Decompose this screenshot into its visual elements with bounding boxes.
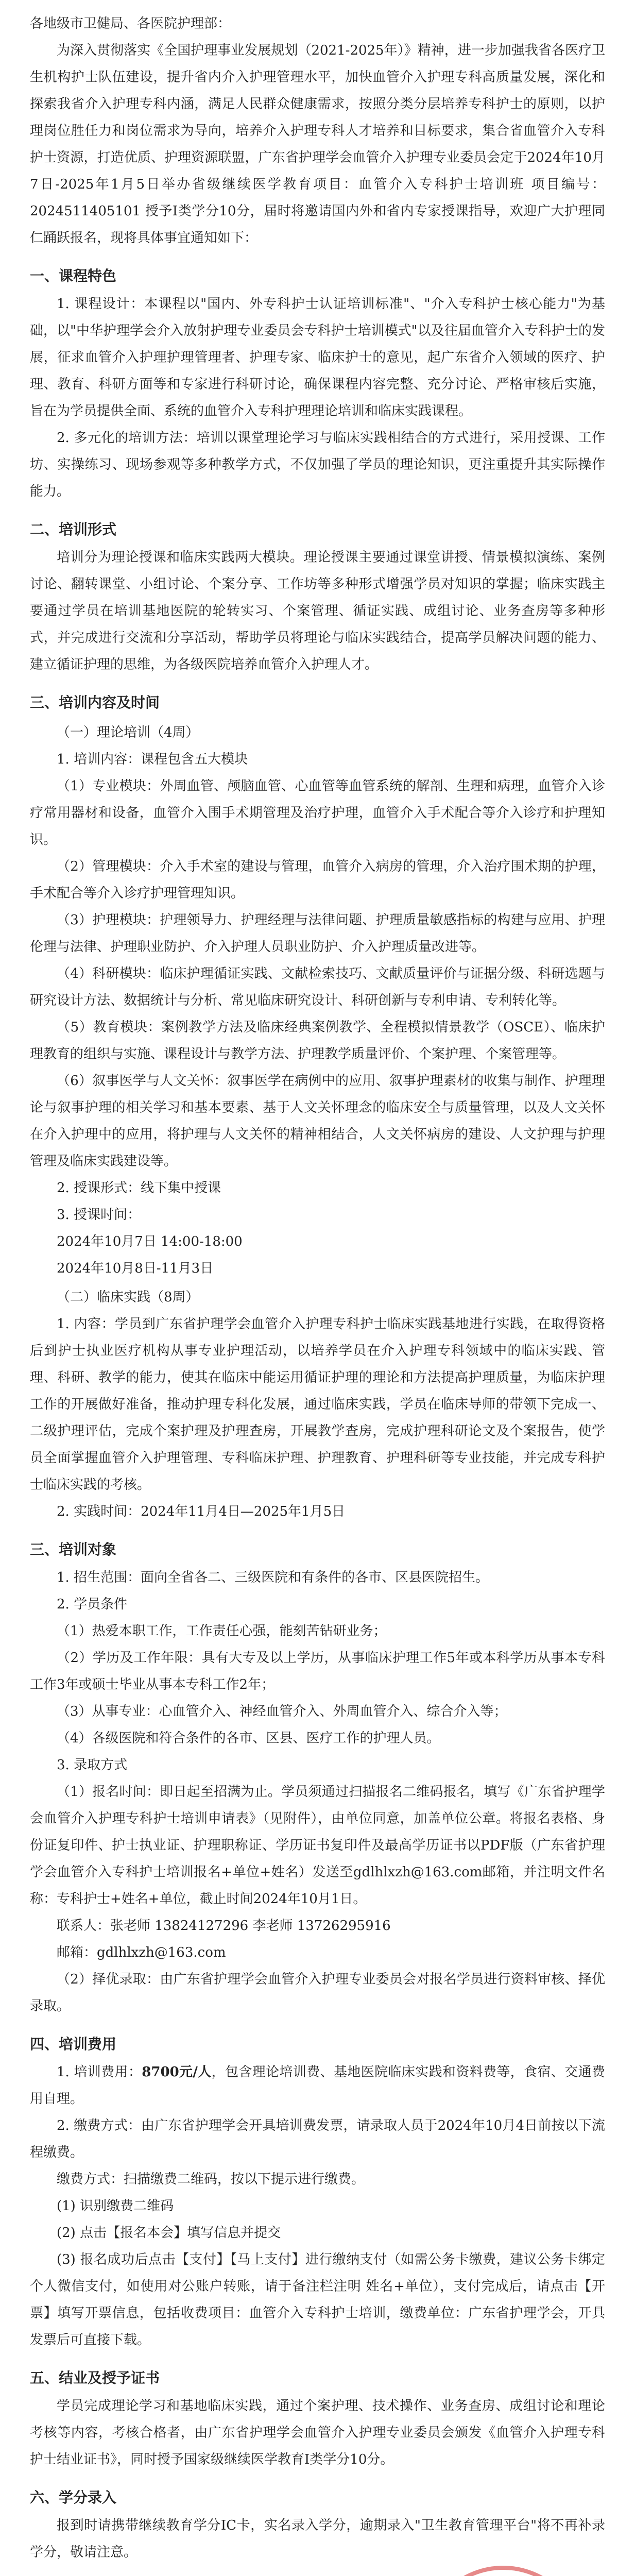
module-item: （1）专业模块：外周血管、颅脑血管、心血管等血管系统的解剖、生理和病理，血管介入诊疗常用器材和设备，血管介入围手术期管理及治疗护理，血管介入手术配合等介入诊疗和护理知识。 — [30, 778, 605, 848]
section-title-fees: 四、培训费用 — [30, 2036, 117, 2053]
paragraph: （1）报名时间：即日起至招满为止。学员须通过扫描报名二维码报名，填写《广东省护理学会血管介入护理专科护士培训申请表》（见附件），由单位同意，加盖单位公章。将报名表格、身份证复印件、护士执业证、护理职称证、学历证书复印件及最高学历证书以PDF版（广东省护理学会血管介入专科护士培训报名+单位+姓名）发送至gdlhlxzh@163.com邮箱，并注明文件名称：专科护士+姓名+单位，截止时间2024年10月1日。 — [30, 1784, 605, 1907]
module-item: （2）管理模块：介入手术室的建设与管理，血管介入病房的管理，介入治疗围术期的护理，手术配合等介入诊疗护理管理知识。 — [30, 859, 605, 901]
module-item: （3）护理模块：护理领导力、护理经理与法律问题、护理质量敏感指标的构建与应用、护理伦理与法律、护理职业防护、介入护理人员职业防护、介入护理质量改进等。 — [30, 912, 605, 955]
paragraph: 2. 缴费方式：由广东省护理学会开具培训费发票，请录取人员于2024年10月4日前按以下流程缴费。 — [30, 2118, 605, 2160]
paragraph: 3. 授课时间： — [57, 1207, 141, 1223]
step-item: (1) 识别缴费二维码 — [57, 2198, 174, 2214]
fee-label: 1. 培训费用： — [57, 2064, 142, 2080]
official-seal — [422, 2566, 585, 2576]
section-title-content-time: 三、培训内容及时间 — [30, 694, 160, 711]
paragraph: 1. 课程设计：本课程以"国内、外专科护士认证培训标准"、"介入专科护士核心能力"为基础，以"中华护理学会介入放射护理专业委员会专科护士培训模式"以及往届血管介入专科护士的发展，征求血管介入护理护理管理者、护理专家、临床护士的意见，起广东省介入领域的医疗、护理、教育、科研方面等和专家进行科研讨论，确保课程内容完整、充分讨论、严格审核后实施，旨在为学员提供全面、系统的血管介入专科护理理论培训和临床实践课程。 — [30, 296, 605, 419]
paragraph: 1. 内容：学员到广东省护理学会血管介入护理专科护士临床实践基地进行实践，在取得资格后到护士执业医疗机构从事专业护理活动，以培养学员在介入护理专科领域中的临床实践、管理、科研、教学的能力，使其在临床中能运用循证护理的理论和方法提高护理质量，为临床护理工作的开展做好准备，推动护理专科化发展，通过临床实践，学员在临床导师的带领下完成一、二级护理评估，完成个案护理及护理查房，开展教学查房，完成护理科研论文及个案报告，使学员全面掌握血管介入护理管理、专科临床护理、护理教育、护理科研等专业技能，并完成专科护士临床实践的考核。 — [30, 1316, 605, 1493]
paragraph: 2. 实践时间：2024年11月4日—2025年1月5日 — [57, 1504, 346, 1519]
paragraph: 1. 招生范围：面向全省各二、三级医院和有条件的各市、区县医院招生。 — [57, 1570, 489, 1585]
paragraph: （2）择优录取：由广东省护理学会血管介入护理专业委员会对报名学员进行资料审核、择优录取。 — [30, 1972, 605, 2014]
intro-paragraph: 为深入贯彻落实《全国护理事业发展规划（2021-2025年）》精神，进一步加强我省各医疗卫生机构护士队伍建设，提升省内介入护理管理水平，加快血管介入护理专科高质量发展，深化和探索我省介入护理专科内涵，满足人民群众健康需求，按照分类分层培养专科护士的原则，以护理岗位胜任力和岗位需求为导向，培养介入护理专科人才培养和目标要求，集合省血管介入专科护士资源，打造优质、护理资源联盟，广东省护理学会血管介入护理专业委员会定于2024年10月7日-2025年1月5日举办省级继续医学教育项目：血管介入专科护士培训班 项目编号：2024511405101 授予I类学分10分，届时将邀请国内外和省内专家授课指导，欢迎广大护理同仁踊跃报名，现将具体事宜通知如下： — [30, 43, 605, 246]
subsection-title-practice: （二）临床实践（8周） — [57, 1290, 199, 1305]
section-title-certificate: 五、结业及授予证书 — [30, 2369, 160, 2386]
module-item: （6）叙事医学与人文关怀：叙事医学在病例中的应用、叙事护理素材的收集与制作、护理理论与叙事护理的相关学习和基本要素、基于人文关怀理念的临床安全与质量管理，以及人文关怀在介入护理中的应用，将护理与人文关怀的精神相结合，人文关怀病房的建设、人文护理与护理管理及临床实践建设等。 — [30, 1073, 605, 1169]
section-title-credits: 六、学分录入 — [30, 2489, 117, 2506]
fee-detail: ，包含理论培训费、基地医院临床实践和资料费等，食宿、交通费用自理。 — [30, 2064, 605, 2107]
paragraph: 2. 授课形式：线下集中授课 — [57, 1180, 221, 1196]
contact-line: 联系人：张老师 13824127296 李老师 13726295916 — [57, 1918, 391, 1934]
paragraph: 1. 培训内容：课程包含五大模块 — [57, 752, 248, 767]
paragraph: 报到时请携带继续教育学分IC卡，实名录入学分，逾期录入"卫生教育管理平台"将不再补录学分，敬请注意。 — [30, 2518, 605, 2560]
paragraph: 缴费方式：扫描缴费二维码，按以下提示进行缴费。 — [57, 2172, 365, 2187]
fee-amount: 8700元/人 — [142, 2064, 212, 2080]
section-title-trainees: 三、培训对象 — [30, 1541, 117, 1558]
condition-item: （4）各级医院和符合条件的各市、区县、医疗工作的护理人员。 — [57, 1731, 440, 1746]
condition-item: （1）热爱本职工作，工作责任心强，能刻苦钻研业务； — [57, 1623, 387, 1639]
section-title-training-form: 二、培训形式 — [30, 521, 117, 538]
step-item: (2) 点击【报名本会】填写信息并提交 — [57, 2225, 281, 2241]
paragraph: 2. 学员条件 — [57, 1597, 128, 1612]
section-title-course-features: 一、课程特色 — [30, 267, 117, 284]
paragraph: 3. 录取方式 — [57, 1757, 128, 1773]
condition-item: （2）学历及工作年限：具有大专及以上学历，从事临床护理工作5年或本科学历从事本专科工作3年或硕士毕业从事本专科工作2年； — [30, 1650, 605, 1692]
module-item: （5）教育模块：案例教学方法及临床经典案例教学、全程模拟情景教学（OSCE）、临床护理教育的组织与实施、课程设计与教学方法、护理教学质量评价、个案护理、个案管理等。 — [30, 1020, 605, 1062]
time-line: 2024年10月8日-11月3日 — [57, 1261, 214, 1276]
step-item: (3) 报名成功后点击【支付】【马上支付】进行缴纳支付（如需公务卡缴费，建议公务卡绑定个人微信支付，如使用对公账户转账，请于备注栏注明 姓名+单位），支付完成后，请点击【开票】填写开票信息，包括收费项目：血管介入专科护士培训，缴费单位：广东省护理学会，开具发票后可直接下载。 — [30, 2252, 605, 2348]
subsection-title-theory: （一）理论培训（4周） — [57, 725, 199, 740]
paragraph: 2. 多元化的培训方法：培训以课堂理论学习与临床实践相结合的方式进行，采用授课、工作坊、实操练习、现场参观等多种教学方式，不仅加强了学员的理论知识，更注重提升其实际操作能力。 — [30, 430, 605, 499]
fee-paragraph — [30, 2059, 605, 2112]
paragraph: 学员完成理论学习和基地临床实践，通过个案护理、技术操作、业务查房、成组讨论和理论考核等内容，考核合格者，由广东省护理学会血管介入护理专业委员会颁发《血管介入护理专科护士结业证书》，同时授予国家级继续医学教育I类学分10分。 — [30, 2398, 605, 2467]
paragraph: 培训分为理论授课和临床实践两大模块。理论授课主要通过课堂讲授、情景模拟演练、案例讨论、翻转课堂、小组讨论、个案分享、工作坊等多种形式增强学员对知识的掌握；临床实践主要通过学员在培训基地医院的轮转实习、个案管理、循证实践、成组讨论、业务查房等多种形式，并完成进行交流和分享活动，帮助学员将理论与临床实践结合，提高学员解决问题的能力、建立循证护理的思维，为各级医院培养血管介入护理人才。 — [30, 550, 605, 672]
condition-item: （3）从事专业：心血管介入、神经血管介入、外周血管介入、综合介入等； — [57, 1704, 507, 1719]
module-item: （4）科研模块：临床护理循证实践、文献检索技巧、文献质量评价与证据分级、科研选题与研究设计方法、数据统计与分析、常见临床研究设计、科研创新与专利申请、专利转化等。 — [30, 966, 605, 1008]
email-line[interactable]: 邮箱：gdlhlxzh@163.com — [57, 1945, 226, 1960]
time-line: 2024年10月7日 14:00-18:00 — [57, 1234, 243, 1249]
recipients: 各地级市卫健局、各医院护理部： — [30, 16, 231, 31]
